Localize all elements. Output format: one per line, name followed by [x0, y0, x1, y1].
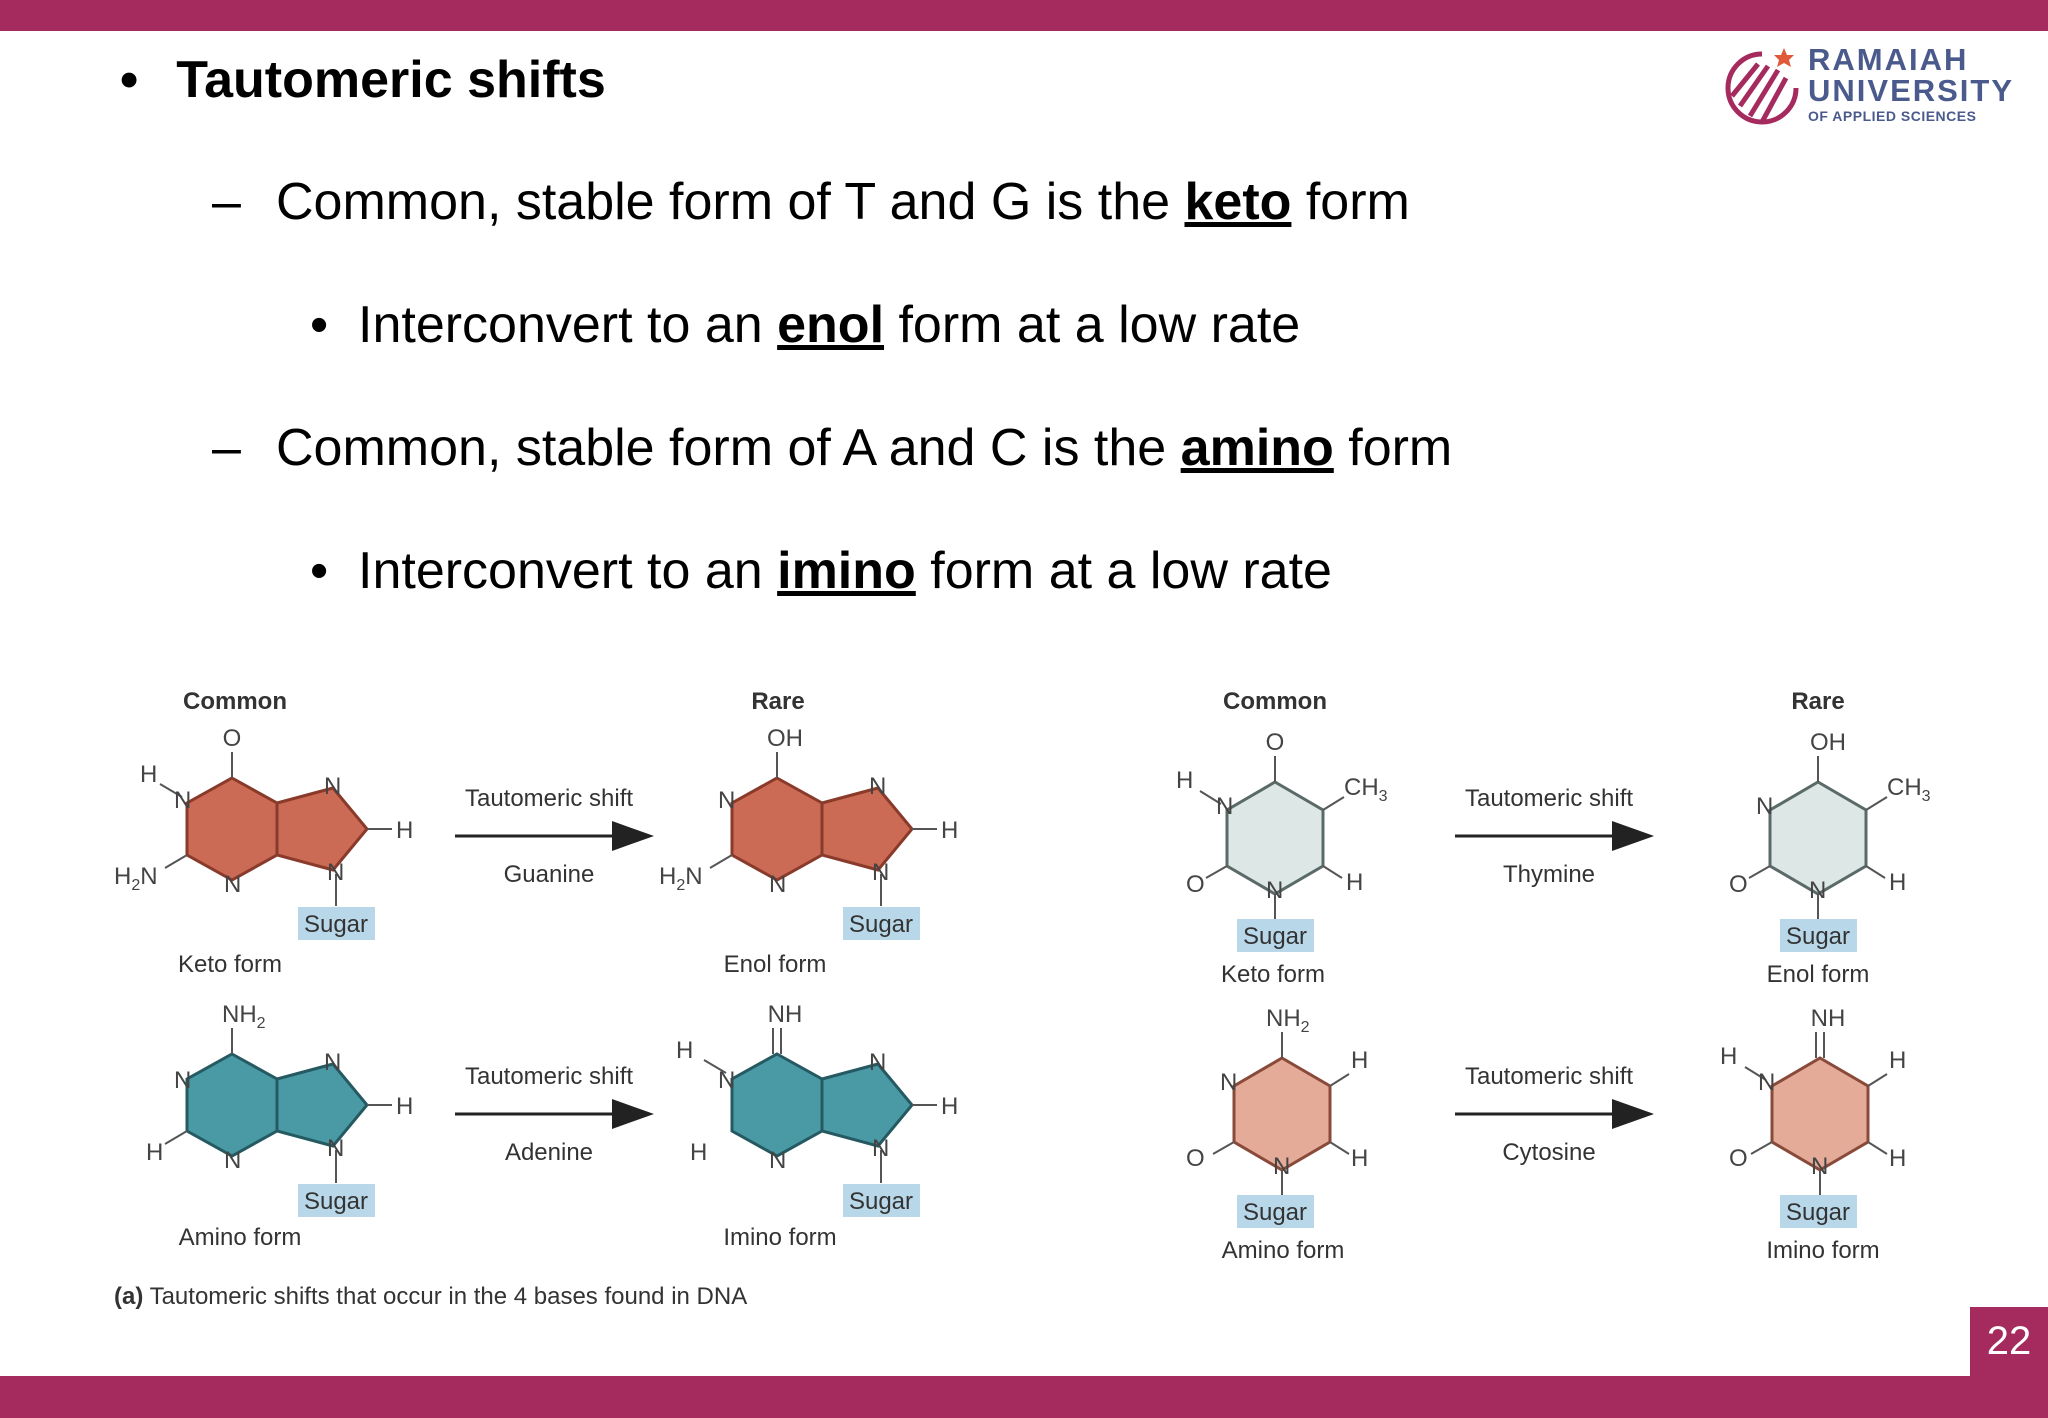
atom-ch3-base: CH: [1887, 774, 1922, 801]
bottom-bar: [0, 1376, 2048, 1418]
atom-h: H: [1720, 1043, 1738, 1070]
atom-h2n-sub: 2: [676, 877, 686, 894]
sugar-label: Sugar: [848, 1188, 914, 1215]
cytosine-amino-structure: [1186, 1005, 1368, 1264]
shift-label-thymine: Tautomeric shift: [1464, 785, 1634, 812]
keto-form-label: Keto form: [1220, 961, 1326, 988]
atom-h: H: [1346, 869, 1364, 896]
page-number: 22: [1970, 1307, 2048, 1376]
figure-caption: [114, 1283, 747, 1310]
header-common-right: Common: [1223, 688, 1327, 715]
label-guanine: Guanine: [503, 861, 595, 888]
atom-n: N: [324, 773, 342, 800]
atom-ch3-base: CH: [1344, 774, 1379, 801]
sub2-pre: Interconvert to an: [358, 542, 778, 600]
atom-h2n-sub: 2: [131, 877, 141, 894]
tautomer-figure: [0, 660, 2048, 1320]
atom-h: H: [1351, 1145, 1369, 1172]
atom-n: N: [872, 859, 890, 886]
atom-nh2: [1266, 1005, 1310, 1036]
dash1-pre: Common, stable form of T and G is the: [276, 173, 1185, 231]
logo-line2: UNIVERSITY: [1808, 73, 2015, 108]
atom-n: N: [224, 1147, 242, 1174]
atom-h: H: [1889, 1047, 1907, 1074]
bullet-tautomeric-shifts: • Tautomeric shifts: [120, 51, 606, 109]
atom-h2n-h: H: [659, 863, 677, 890]
dash2-post: form: [1333, 419, 1453, 477]
sub1-pre: Interconvert to an: [358, 296, 778, 354]
atom-oh: OH: [767, 725, 803, 752]
atom-n: N: [174, 787, 192, 814]
atom-h: H: [1176, 767, 1194, 794]
sub2-post: form at a low rate: [915, 542, 1332, 600]
sub1-post: form at a low rate: [884, 296, 1301, 354]
atom-n: N: [1220, 1069, 1238, 1096]
logo-line1: RAMAIAH: [1808, 42, 1969, 77]
atom-n: N: [1809, 877, 1827, 904]
atom-nh: NH: [1810, 1005, 1846, 1032]
top-bar: [0, 0, 2048, 31]
atom-o: O: [1186, 1145, 1205, 1172]
atom-h2n-h: H: [114, 863, 132, 890]
enol-form-label: Enol form: [723, 951, 827, 978]
atom-h: H: [690, 1139, 708, 1166]
thymine-enol-structure: [1729, 729, 1931, 988]
sub2-em: imino: [777, 542, 916, 600]
atom-nh2-sub: 2: [256, 1015, 266, 1032]
atom-h: H: [1889, 1145, 1907, 1172]
atom-h: H: [140, 761, 158, 788]
amino-form-label: Amino form: [1221, 1237, 1345, 1264]
atom-nh: NH: [767, 1001, 803, 1028]
atom-h: H: [1889, 869, 1907, 896]
atom-o: O: [1729, 871, 1748, 898]
atom-n: N: [1273, 1153, 1291, 1180]
atom-n: N: [1266, 877, 1284, 904]
sugar-label: Sugar: [1785, 1199, 1851, 1226]
sugar-label: Sugar: [1242, 923, 1308, 950]
guanine-enol-structure: [659, 725, 958, 978]
guanine-keto-structure: [114, 725, 413, 978]
atom-nh2: [222, 1001, 266, 1032]
atom-ch3-sub: 3: [1378, 788, 1388, 805]
caption-text: Tautomeric shifts that occur in the 4 bases found in DNA: [143, 1283, 748, 1310]
atom-n: N: [324, 1049, 342, 1076]
header-rare-right: Rare: [1791, 688, 1845, 715]
shift-label-guanine: Tautomeric shift: [464, 785, 634, 812]
thymine-keto-structure: [1176, 729, 1388, 988]
header-common-left: Common: [183, 688, 287, 715]
logo-line3: OF APPLIED SCIENCES: [1808, 108, 1977, 124]
atom-n: N: [872, 1135, 890, 1162]
atom-ch3-sub: 3: [1921, 788, 1931, 805]
atom-h2n: [659, 863, 703, 894]
atom-n: N: [769, 871, 787, 898]
dash1-post: form: [1291, 173, 1410, 231]
cytosine-imino-structure: [1720, 1005, 1906, 1264]
atom-nh2-base: NH: [222, 1001, 257, 1028]
sugar-label: Sugar: [303, 1188, 369, 1215]
adenine-amino-structure: [146, 1001, 413, 1251]
header-rare-left: Rare: [751, 688, 805, 715]
atom-n: N: [1758, 1069, 1776, 1096]
sub-item-imino: • Interconvert to an imino form at a low rate: [310, 542, 1332, 600]
dash-item-keto: – Common, stable form of T and G is the keto form: [212, 173, 1410, 231]
caption-tag: (a): [114, 1283, 144, 1310]
label-cytosine: Cytosine: [1502, 1139, 1596, 1166]
atom-nh2-sub: 2: [1300, 1019, 1310, 1036]
atom-h2n-n: N: [685, 863, 703, 890]
atom-oh: OH: [1810, 729, 1846, 756]
atom-h: H: [941, 1093, 959, 1120]
imino-form-label: Imino form: [1766, 1237, 1880, 1264]
atom-n: N: [1216, 793, 1234, 820]
dash1-em: keto: [1184, 173, 1292, 231]
atom-o: O: [222, 725, 242, 752]
dash2-em: amino: [1180, 419, 1334, 477]
atom-h2n: [114, 863, 158, 894]
atom-n: N: [327, 1135, 345, 1162]
atom-ch3: [1887, 774, 1931, 805]
atom-n: N: [869, 1049, 887, 1076]
enol-form-label: Enol form: [1766, 961, 1870, 988]
bullet1-text: Tautomeric shifts: [176, 51, 606, 109]
atom-nh2-base: NH: [1266, 1005, 1301, 1032]
atom-n: N: [1811, 1153, 1829, 1180]
sugar-label: Sugar: [848, 911, 914, 938]
dash2-pre: Common, stable form of A and C is the: [276, 419, 1181, 477]
keto-form-label: Keto form: [177, 951, 283, 978]
atom-n: N: [327, 859, 345, 886]
atom-h: H: [941, 817, 959, 844]
shift-label-adenine: Tautomeric shift: [464, 1063, 634, 1090]
atom-n: N: [869, 773, 887, 800]
atom-h2n-n: N: [140, 863, 158, 890]
atom-o: O: [1186, 871, 1205, 898]
atom-n: N: [718, 787, 736, 814]
atom-h: H: [146, 1139, 164, 1166]
atom-n: N: [1756, 793, 1774, 820]
atom-h: H: [1351, 1047, 1369, 1074]
atom-o: O: [1265, 729, 1285, 756]
atom-h: H: [396, 1093, 414, 1120]
sub1-em: enol: [777, 296, 885, 354]
dash-item-amino: – Common, stable form of A and C is the amino form: [212, 419, 1453, 477]
adenine-imino-structure: [676, 1001, 958, 1251]
label-thymine: Thymine: [1502, 861, 1596, 888]
sub-item-enol: • Interconvert to an enol form at a low rate: [310, 296, 1301, 354]
atom-h: H: [676, 1037, 694, 1064]
atom-n: N: [769, 1147, 787, 1174]
atom-h: H: [396, 817, 414, 844]
amino-form-label: Amino form: [178, 1224, 302, 1251]
atom-n: N: [224, 871, 242, 898]
atom-o: O: [1729, 1145, 1748, 1172]
atom-ch3: [1344, 774, 1388, 805]
label-adenine: Adenine: [504, 1139, 594, 1166]
sugar-label: Sugar: [1242, 1199, 1308, 1226]
atom-n: N: [718, 1067, 736, 1094]
sugar-label: Sugar: [303, 911, 369, 938]
sugar-label: Sugar: [1785, 923, 1851, 950]
shift-label-cytosine: Tautomeric shift: [1464, 1063, 1634, 1090]
logo-text: [1808, 44, 2014, 123]
atom-n: N: [174, 1067, 192, 1094]
imino-form-label: Imino form: [723, 1224, 837, 1251]
